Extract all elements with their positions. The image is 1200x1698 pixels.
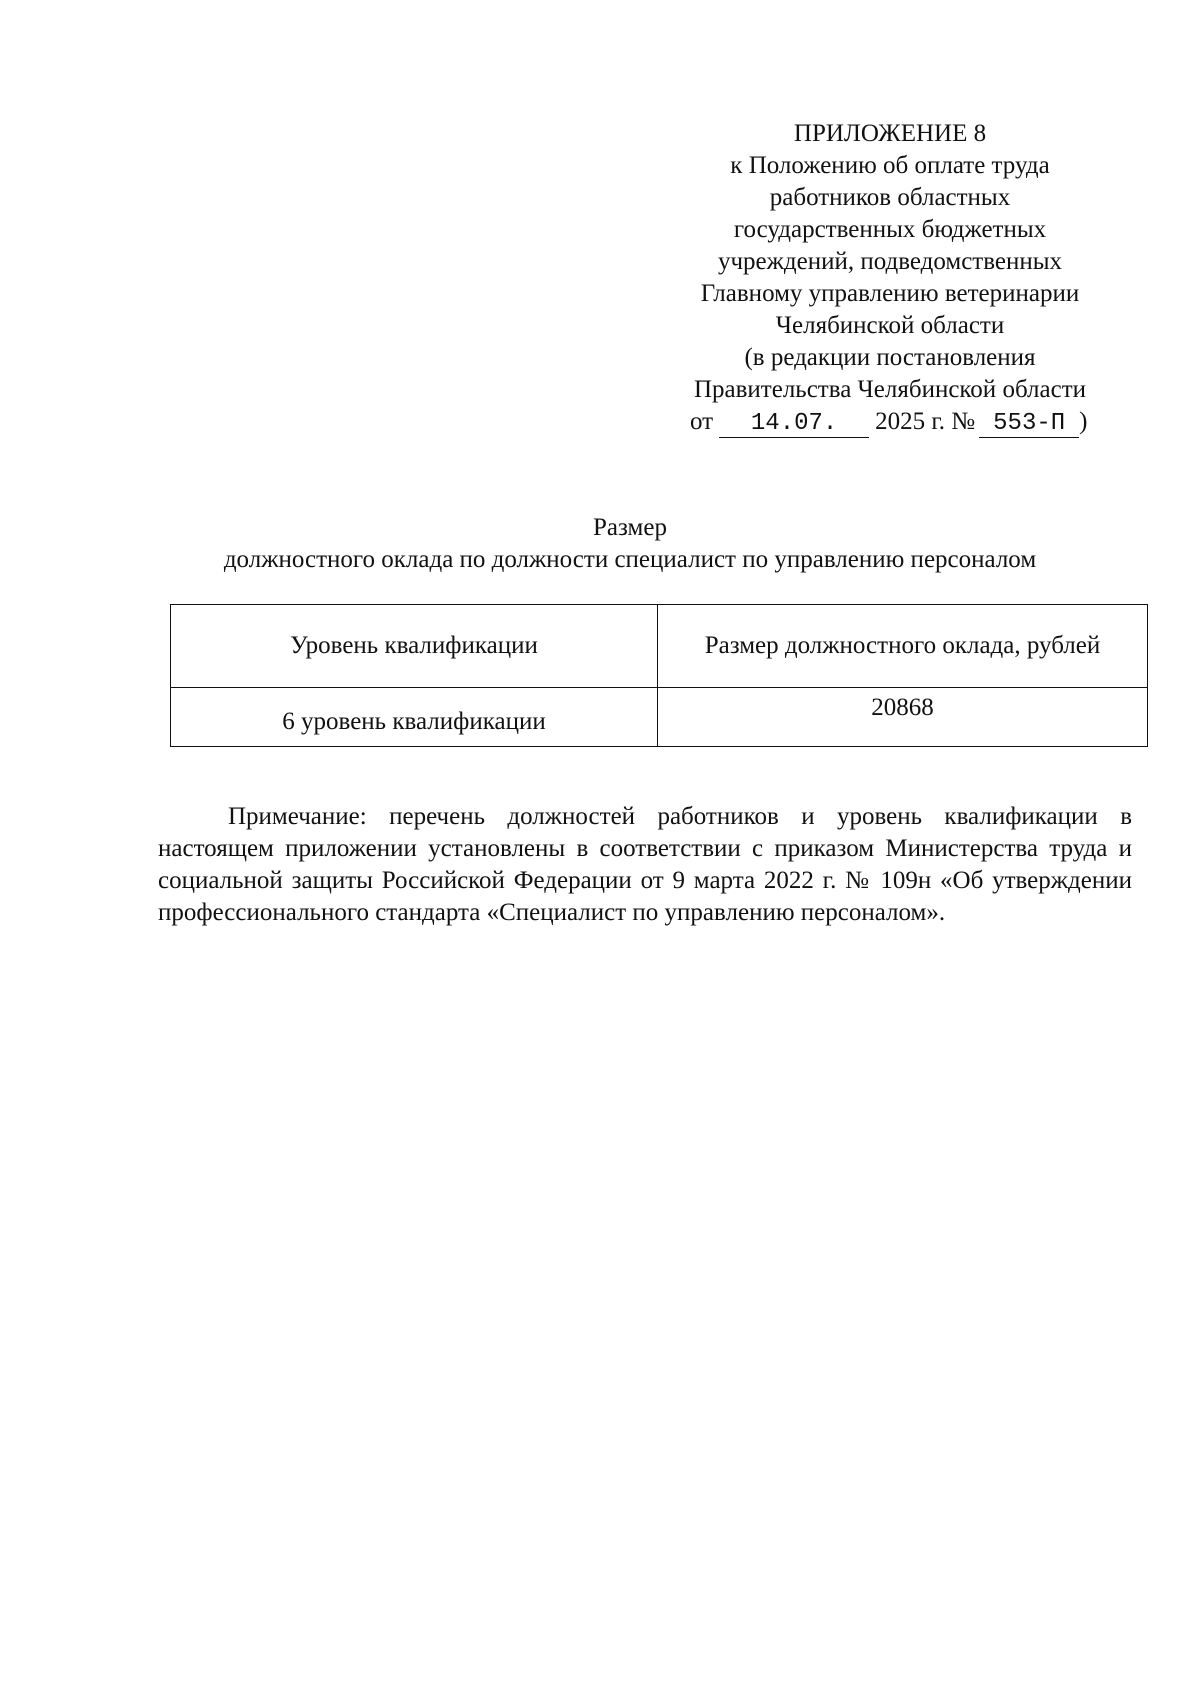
salary-table bbox=[170, 604, 1148, 747]
from-label: от bbox=[690, 408, 714, 435]
document-title: Размер bbox=[593, 514, 667, 541]
appendix-reference-line: Челябинской области bbox=[775, 312, 1005, 339]
document-subtitle: должностного оклада по должности специалист по управлению персоналом bbox=[223, 546, 1037, 573]
table-cell-qualification: 6 уровень квалификации bbox=[171, 688, 658, 747]
year-label: 2025 г. № bbox=[875, 408, 976, 435]
appendix-title: ПРИЛОЖЕНИЕ 8 bbox=[793, 120, 987, 147]
resolution-number: 553-П bbox=[979, 411, 1079, 438]
appendix-reference-line: к Положению об оплате труда bbox=[730, 152, 1050, 179]
table-row bbox=[171, 688, 1148, 747]
table-cell-salary: 20868 bbox=[658, 688, 1148, 747]
appendix-reference-line: работников областных bbox=[769, 184, 1011, 211]
appendix-header bbox=[650, 118, 1130, 438]
appendix-reference-line: учреждений, подведомственных bbox=[717, 248, 1063, 275]
resolution-date: 14.07. bbox=[719, 411, 869, 438]
note-paragraph: Примечание: перечень должностей работников и уровень квалификации в настоящем приложении установлены в соответствии с приказом Министерства труда и социальной защиты Российской Федерации от 9 марта 2022 г. № 109н «Об утверждении профессионального стандарта «Специалист по управлению персоналом». bbox=[158, 803, 1132, 926]
closing-paren: ) bbox=[1079, 408, 1088, 435]
resolution-reference bbox=[650, 406, 1130, 438]
appendix-reference-line: Главному управлению ветеринарии bbox=[700, 280, 1080, 307]
appendix-reference-line: (в редакции постановления bbox=[744, 344, 1036, 371]
appendix-reference-line: Правительства Челябинской области bbox=[693, 376, 1087, 403]
table-header-cell: Размер должностного оклада, рублей bbox=[658, 605, 1148, 688]
table-header-cell: Уровень квалификации bbox=[171, 605, 658, 688]
appendix-reference-line: государственных бюджетных bbox=[733, 216, 1047, 243]
table-header-row bbox=[171, 605, 1148, 688]
